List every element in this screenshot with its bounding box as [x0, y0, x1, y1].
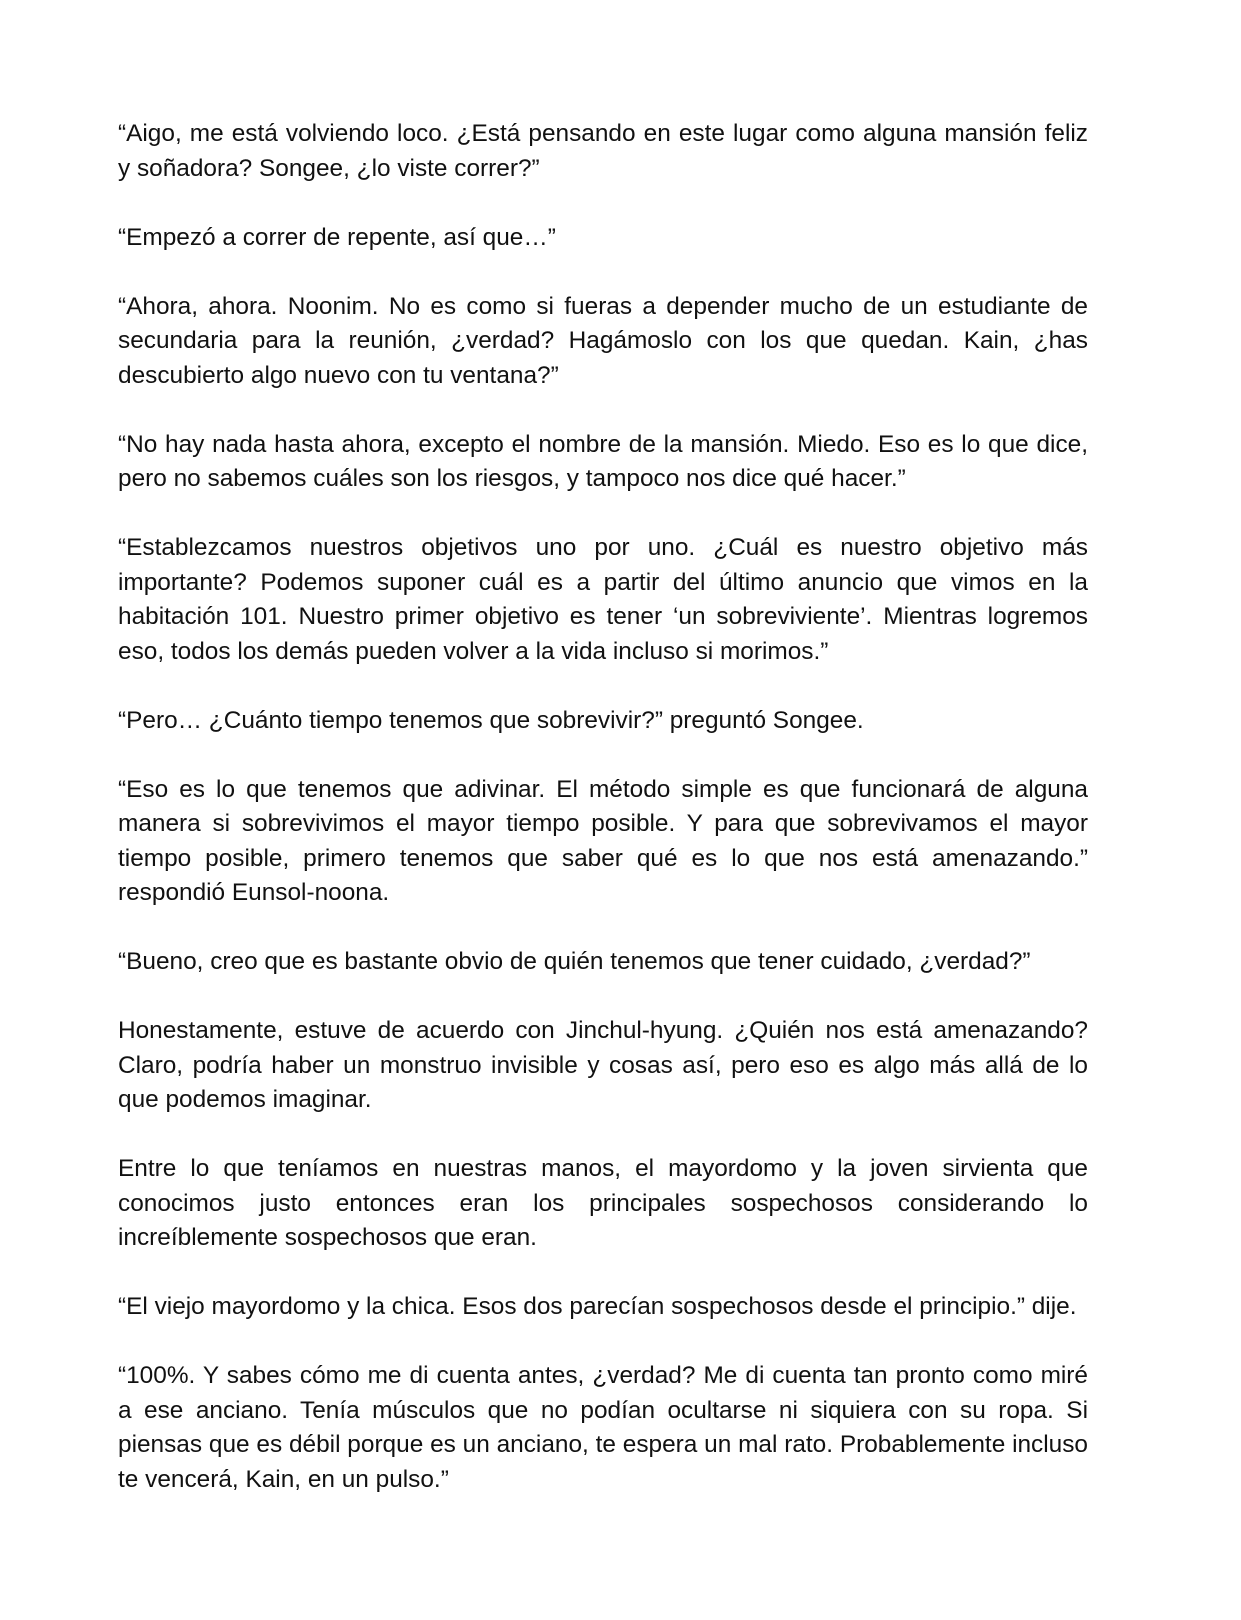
- paragraph: “Aigo, me está volviendo loco. ¿Está pensando en este lugar como alguna mansión feliz y soñadora? Songee, ¿lo viste correr?”: [118, 120, 1088, 182]
- paragraph: Entre lo que teníamos en nuestras manos, el mayordomo y la joven sirvienta que conocimos justo entonces eran los principales sospechosos considerando lo increíblemente sospechosos que eran.: [118, 1155, 1088, 1251]
- document-page: [118, 117, 1088, 1497]
- paragraph: Honestamente, estuve de acuerdo con Jinchul-hyung. ¿Quién nos está amenazando? Claro, podría haber un monstruo invisible y cosas así, pero eso es algo más allá de lo que podemos imaginar.: [118, 1017, 1088, 1113]
- paragraph: “No hay nada hasta ahora, excepto el nombre de la mansión. Miedo. Eso es lo que dice, pero no sabemos cuáles son los riesgos, y tampoco nos dice qué hacer.”: [118, 430, 1088, 492]
- paragraph: “Eso es lo que tenemos que adivinar. El método simple es que funcionará de alguna manera si sobrevivimos el mayor tiempo posible. Y para que sobrevivamos el mayor tiempo posible, primero tenemos que saber qué es lo que nos está amenazando.” respondió Eunsol-noona.: [118, 775, 1088, 906]
- paragraph: “Establezcamos nuestros objetivos uno por uno. ¿Cuál es nuestro objetivo más importante? Podemos suponer cuál es a partir del último anuncio que vimos en la habitación 101. Nuestro primer objetivo es tener ‘un sobreviviente’. Mientras logremos eso, todos los demás pueden volver a la vida incluso si morimos.”: [118, 534, 1088, 665]
- paragraph: “Empezó a correr de repente, así que…”: [118, 223, 556, 251]
- paragraph: “Ahora, ahora. Noonim. No es como si fueras a depender mucho de un estudiante de secundaria para la reunión, ¿verdad? Hagámoslo con los que quedan. Kain, ¿has descubierto algo nuevo con tu ventana?”: [118, 292, 1088, 389]
- paragraph: “Bueno, creo que es bastante obvio de quién tenemos que tener cuidado, ¿verdad?”: [118, 948, 1031, 975]
- paragraph: “El viejo mayordomo y la chica. Esos dos parecían sospechosos desde el principio.” dije.: [118, 1293, 1077, 1320]
- paragraph: “Pero… ¿Cuánto tiempo tenemos que sobrevivir?” preguntó Songee.: [118, 706, 864, 734]
- paragraph: “100%. Y sabes cómo me di cuenta antes, ¿verdad? Me di cuenta tan pronto como miré a ese anciano. Tenía músculos que no podían ocultarse ni siquiera con su ropa. Si piensas que es débil porque es un anciano, te espera un mal rato. Probablemente incluso te vencerá, Kain, en un pulso.”: [118, 1362, 1088, 1493]
